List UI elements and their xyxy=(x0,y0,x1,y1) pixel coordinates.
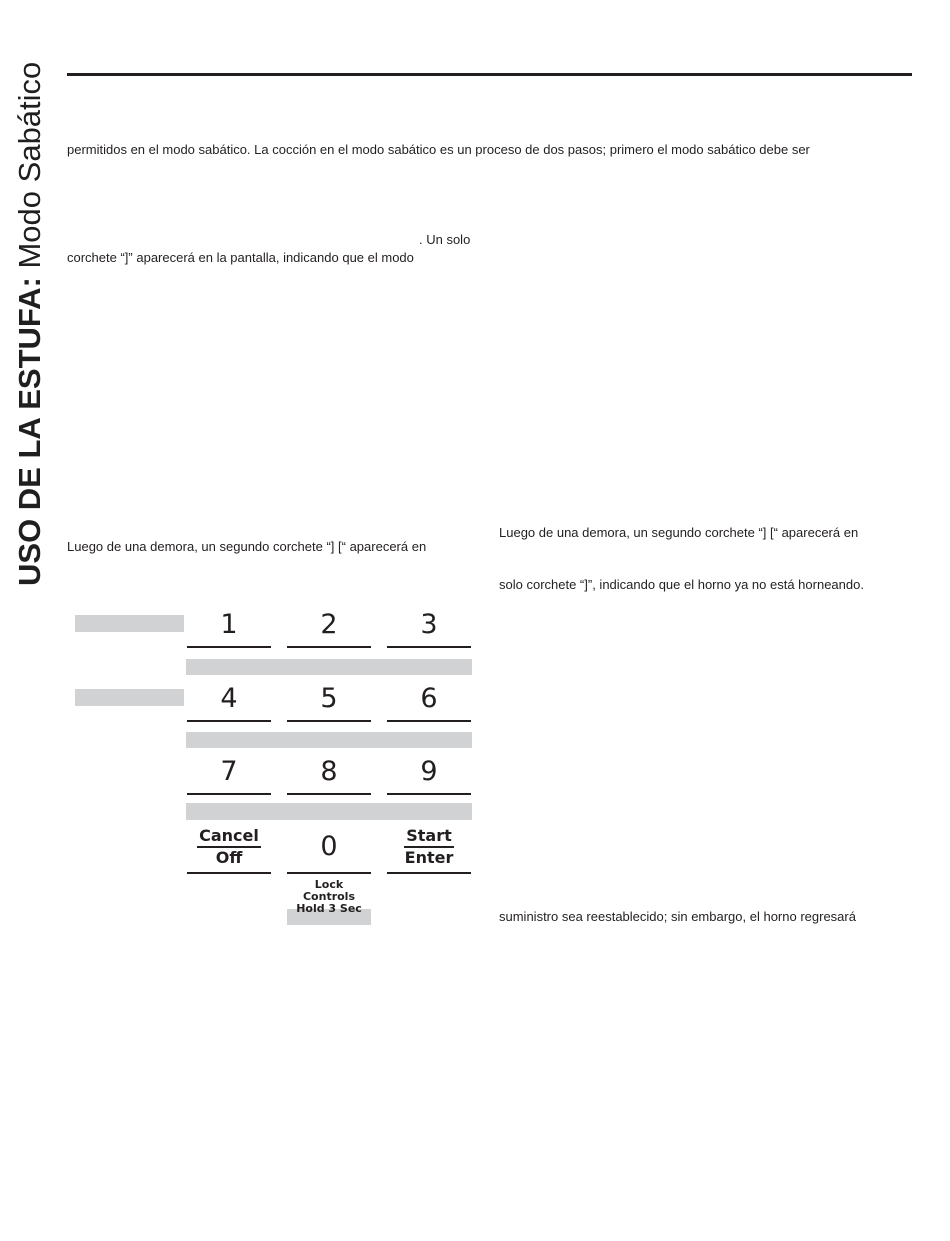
keypad-key-3: 3 xyxy=(387,602,471,648)
section-title-light: Modo Sabático xyxy=(12,61,47,278)
hold-seconds-line: Hold 3 Sec xyxy=(296,902,362,915)
keypad-key-5: 5 xyxy=(287,676,371,722)
paragraph-line-2a: . Un solo xyxy=(419,232,471,247)
keypad-start-enter xyxy=(387,821,471,874)
highlight-bar xyxy=(75,615,184,632)
paragraph-right-power: suministro sea reestablecido; sin embargo, el horno regresará xyxy=(499,909,856,924)
keypad-key-0: 0 xyxy=(287,821,371,874)
highlight-bar xyxy=(186,803,472,820)
cancel-label: Cancel xyxy=(197,826,261,848)
paragraph-line-1: permitidos en el modo sabático. La cocción en el modo sabático es un proceso de dos pasos; primero el modo sabático debe ser xyxy=(67,142,810,157)
start-label: Start xyxy=(404,826,454,848)
keypad-cancel-off xyxy=(187,821,271,874)
keypad-key-6: 6 xyxy=(387,676,471,722)
highlight-bar xyxy=(186,732,472,748)
section-title-bold: USO DE LA ESTUFA: xyxy=(12,277,47,586)
header-rule xyxy=(67,73,912,76)
highlight-bar xyxy=(75,689,184,706)
keypad-key-8: 8 xyxy=(287,749,371,795)
keypad-key-4: 4 xyxy=(187,676,271,722)
vertical-section-title xyxy=(11,62,49,586)
enter-label: Enter xyxy=(404,847,454,867)
highlight-bar xyxy=(186,659,472,675)
paragraph-right-bracket: solo corchete “]”, indicando que el horno ya no está horneando. xyxy=(499,577,864,592)
keypad-key-1: 1 xyxy=(187,602,271,648)
off-label: Off xyxy=(215,847,243,867)
keypad-key-9: 9 xyxy=(387,749,471,795)
lock-controls-caption xyxy=(287,879,371,915)
paragraph-line-2b: corchete “]” aparecerá en la pantalla, indicando que el modo xyxy=(67,250,414,265)
paragraph-right-delay: Luego de una demora, un segundo corchete “] [“ aparecerá en xyxy=(499,525,859,540)
paragraph-left-delay: Luego de una demora, un segundo corchete “] [“ aparecerá en xyxy=(67,539,427,554)
keypad-key-2: 2 xyxy=(287,602,371,648)
keypad-key-7: 7 xyxy=(187,749,271,795)
lock-controls-line: Lock Controls xyxy=(302,878,356,903)
